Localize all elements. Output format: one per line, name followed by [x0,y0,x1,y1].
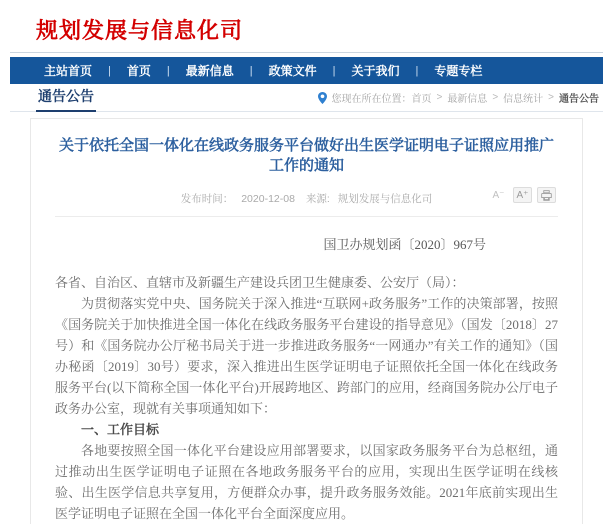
breadcrumb-prefix: 您现在所在位置： [331,94,412,105]
section-heading-1: 一、工作目标 [81,422,160,437]
body-paragraph-2: 各地要按照全国一体化平台建设应用部署要求，以国家政务服务平台为总枢纽，通过推动出生医学证明电子证照在各地政务服务平台的应用，实现出生医学证明在线核验、出生医学信息共享复用，方便群众办事，提升政务服务效能。2021年底前实现出生医学证明电子证照在全国一体化平台全面深度应用。 [55,443,558,521]
section-title: 通告公告 [36,84,96,112]
breadcrumb-item-latest-news[interactable]: 最新信息 [447,94,488,105]
source-value: 规划发展与信息化司 [337,193,433,205]
breadcrumb-row [10,84,603,112]
main-nav [10,57,603,84]
header-divider [10,52,603,53]
article-title: 关于依托全国一体化在线政务服务平台做好出生医学证明电子证照应用推广工作的通知 [58,137,554,174]
printer-icon [541,190,552,201]
body-paragraph-1: 为贯彻落实党中央、国务院关于深入推进“互联网+政务服务”工作的决策部署，按照《国务院关于加快推进全国一体化在线政务服务平台建设的指导意见》（国发〔2018〕27号）和《国务院办公厅秘书局关于进一步推进政务服务“一网通办”有关工作的通知》（国办秘函〔2019〕30号）要求，深入推进出生医学证明电子证照依托全国一体化在线政务服务平台(以下简称全国一体化平台)开展跨地区、跨部门的应用，经商国务院办公厅电子政务办公室，现就有关事项通知如下： [55,296,558,416]
nav-item-policy-documents[interactable]: 政策文件 [268,64,317,78]
main-content [0,112,613,524]
nav-separator: | [415,64,419,77]
font-smaller-button[interactable]: A⁻ [492,189,505,201]
breadcrumb-item-home[interactable]: 首页 [411,94,432,105]
article-body [55,272,558,524]
nav-separator: | [249,64,253,77]
nav-item-special-topics[interactable]: 专题专栏 [434,64,483,78]
nav-separator: | [108,64,111,77]
location-pin-icon [318,92,327,104]
font-larger-button[interactable]: A⁺ [513,187,532,203]
publish-time-label: 发布时间： [180,193,234,205]
article-meta [177,193,437,205]
breadcrumb-item-info-statistics[interactable]: 信息统计 [503,94,544,105]
nav-item-latest-news[interactable]: 最新信息 [185,64,234,78]
nav-item-about-us[interactable]: 关于我们 [351,64,400,78]
site-header [0,0,613,52]
breadcrumb-item-current: 通告公告 [559,94,599,105]
breadcrumb [318,90,599,111]
publish-date: 2020-12-08 [241,193,295,205]
breadcrumb-separator: > [436,92,443,103]
article-tools [489,187,556,203]
nav-separator: | [332,64,336,77]
site-title: 规划发展与信息化司 [36,18,244,43]
article [30,118,583,524]
breadcrumb-separator: > [492,92,499,103]
nav-separator: | [166,64,170,77]
meta-divider [55,216,558,217]
document-number: 国卫办规划函〔2020〕967号 [323,237,486,252]
print-button[interactable] [537,187,556,203]
nav-item-home[interactable]: 首页 [126,64,151,78]
source-label: 来源: [305,193,330,205]
breadcrumb-separator: > [548,92,554,103]
nav-item-main-home[interactable]: 主站首页 [44,64,93,78]
salutation-paragraph: 各省、自治区、直辖市及新疆生产建设兵团卫生健康委、公安厅（局）： [55,275,465,290]
article-meta-row [55,189,558,207]
